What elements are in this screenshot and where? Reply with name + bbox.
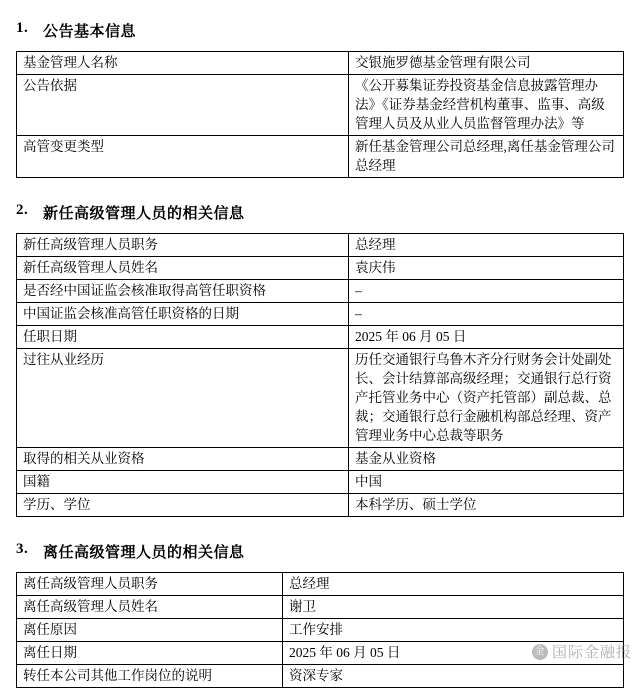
row-label: 离任日期	[17, 642, 283, 665]
section-1-title: 公告基本信息	[43, 24, 137, 40]
row-label: 离任高级管理人员职务	[17, 573, 283, 596]
row-value: 谢卫	[283, 596, 624, 619]
table-row	[17, 52, 624, 75]
departing-manager-table	[16, 572, 624, 688]
section-3-heading	[16, 541, 624, 562]
row-value: –	[349, 303, 624, 326]
row-label: 学历、学位	[17, 494, 349, 517]
table-row	[17, 280, 624, 303]
table-row	[17, 448, 624, 471]
table-row	[17, 494, 624, 517]
row-label: 新任高级管理人员职务	[17, 234, 349, 257]
row-value: 基金从业资格	[349, 448, 624, 471]
row-value: 交银施罗德基金管理有限公司	[349, 52, 624, 75]
row-value: 本科学历、硕士学位	[349, 494, 624, 517]
table-row	[17, 642, 624, 665]
row-label: 转任本公司其他工作岗位的说明	[17, 665, 283, 688]
row-label: 取得的相关从业资格	[17, 448, 349, 471]
watermark-logo-icon: 金	[532, 644, 548, 660]
table-row	[17, 471, 624, 494]
row-value: 历任交通银行乌鲁木齐分行财务会计处副处长、会计结算部高级经理；交通银行总行资产托管业务中心（资产托管部）副总裁、总裁；交通银行总行金融机构部总经理、资产管理业务中心总裁等职务	[349, 349, 624, 448]
row-value: 2025 年 06 月 05 日	[283, 642, 624, 665]
row-value: 总经理	[349, 234, 624, 257]
section-2-heading	[16, 202, 624, 223]
row-value: 总经理	[283, 573, 624, 596]
row-label: 高管变更类型	[17, 136, 349, 178]
row-value: 新任基金管理公司总经理,离任基金管理公司总经理	[349, 136, 624, 178]
row-label: 新任高级管理人员姓名	[17, 257, 349, 280]
table-row	[17, 257, 624, 280]
row-value: 工作安排	[283, 619, 624, 642]
row-value: –	[349, 280, 624, 303]
table-row	[17, 326, 624, 349]
row-value: 资深专家	[283, 665, 624, 688]
row-label: 过往从业经历	[17, 349, 349, 448]
row-label: 公告依据	[17, 75, 349, 136]
row-value: 2025 年 06 月 05 日	[349, 326, 624, 349]
new-manager-table	[16, 233, 624, 517]
table-row	[17, 573, 624, 596]
row-value: 《公开募集证券投资基金信息披露管理办法》《证券基金经营机构董事、监事、高级管理人员及从业人员监督管理办法》等	[349, 75, 624, 136]
table-row	[17, 619, 624, 642]
basic-info-table	[16, 51, 624, 178]
row-label: 中国证监会核准高管任职资格的日期	[17, 303, 349, 326]
table-row	[17, 596, 624, 619]
section-1-heading	[16, 20, 624, 41]
section-1-number: 1.	[16, 20, 29, 36]
section-3-number: 3.	[16, 541, 29, 557]
table-row	[17, 234, 624, 257]
section-2-title: 新任高级管理人员的相关信息	[43, 206, 245, 222]
row-label: 任职日期	[17, 326, 349, 349]
table-row	[17, 349, 624, 448]
row-label: 离任原因	[17, 619, 283, 642]
row-value: 袁庆伟	[349, 257, 624, 280]
section-3-title: 离任高级管理人员的相关信息	[43, 545, 245, 561]
row-label: 国籍	[17, 471, 349, 494]
row-label: 离任高级管理人员姓名	[17, 596, 283, 619]
section-2-number: 2.	[16, 202, 29, 218]
row-label: 是否经中国证监会核准取得高管任职资格	[17, 280, 349, 303]
table-row	[17, 75, 624, 136]
row-value: 中国	[349, 471, 624, 494]
row-label: 基金管理人名称	[17, 52, 349, 75]
table-row	[17, 136, 624, 178]
watermark-text: 国际金融报	[551, 645, 632, 661]
table-row	[17, 303, 624, 326]
